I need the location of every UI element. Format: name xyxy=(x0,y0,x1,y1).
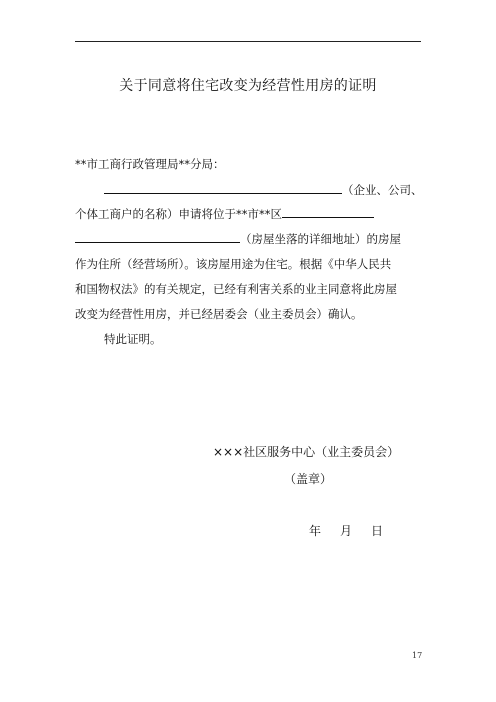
header-rule xyxy=(75,41,421,42)
body-line-6: 改变为经营性用房，并已经居委会（业主委员会）确认。 xyxy=(75,307,363,321)
body-line-5: 和国物权法》的有关规定，已经有利害关系的业主同意将此房屋 xyxy=(75,282,397,296)
body-line-3 xyxy=(75,231,401,247)
body-line-2-text: 个体工商户的名称）申请将位于**市**区 xyxy=(75,207,282,221)
body-line-1-text: （企业、公司、 xyxy=(342,183,423,197)
document-title: 关于同意将住宅改变为经营性用房的证明 xyxy=(119,78,377,94)
body-line-1 xyxy=(104,182,423,198)
company-name-blank[interactable] xyxy=(104,182,342,194)
body-line-3-text: （房屋坐落的详细地址）的房屋 xyxy=(240,232,401,246)
body-line-2 xyxy=(75,206,374,222)
recipient-line: **市工商行政管理局**分局： xyxy=(75,157,225,171)
issuer-name: ×××社区服务中心（业主委员会） xyxy=(213,445,400,459)
date-year-label: 年 xyxy=(309,524,322,538)
address-blank[interactable] xyxy=(75,231,240,243)
district-blank[interactable] xyxy=(282,206,374,218)
closing-line: 特此证明。 xyxy=(104,332,162,346)
page-number: 17 xyxy=(412,651,423,660)
date-month-label: 月 xyxy=(340,524,353,538)
body-line-4: 作为住所（经营场所）。该房屋用途为住宅。根据《中华人民共 xyxy=(75,257,392,271)
date-day-label: 日 xyxy=(371,524,384,538)
seal-note: （盖章） xyxy=(284,472,333,486)
